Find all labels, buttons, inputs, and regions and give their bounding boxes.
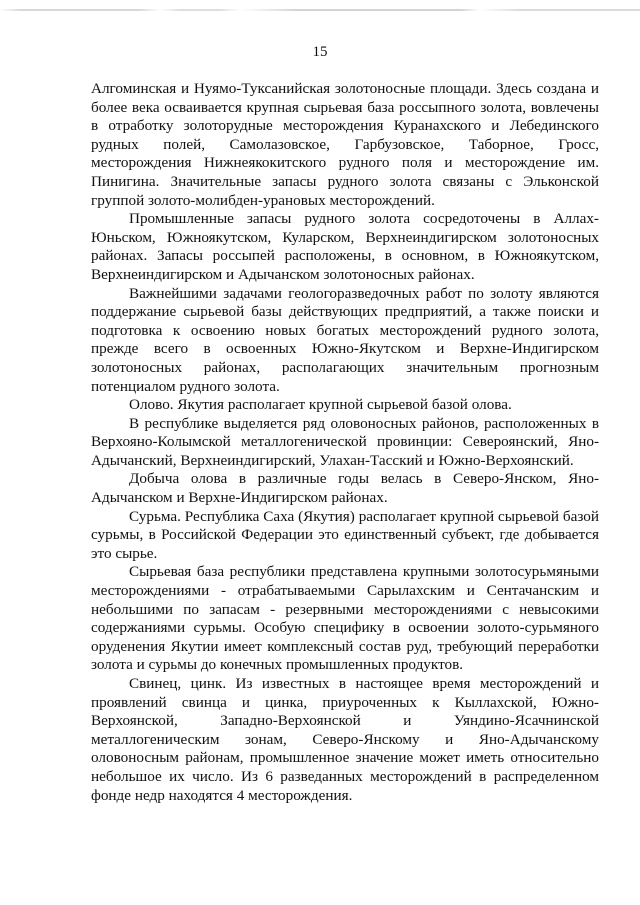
scan-top-edge — [0, 9, 640, 11]
page-number: 15 — [312, 44, 328, 60]
paragraph-tin-districts: В республике выделяется ряд оловоносных районов, расположенных в Верхояно-Колымской металлогенической провинции: Североянский, Яно-Адычанский, Верхнеиндигирский, Улахан-Тасский и Южно-Верхоянский. — [91, 414, 599, 469]
paragraph-antimony-intro: Сурьма. Республика Саха (Якутия) располагает крупной сырьевой базой сурьмы, в Российской Федерации это единственный субъект, где добывается это сырье. — [91, 507, 599, 562]
paragraph-lead-zinc: Свинец, цинк. Из известных в настоящее время месторождений и проявлений свинца и цинка, приуроченных к Кыллахской, Южно-Верхоянской, Западно-Верхоянской и Уяндино-Ясачнинской металлогеническим зонам, Северо-Янскому и Яно-Адычанскому оловоносным районам, промышленное значение может иметь относительно небольшое их число. Из 6 разведанных месторождений в распределенном фонде недр находятся 4 месторождения. — [91, 675, 599, 804]
paragraph-tin-mining: Добыча олова в различные годы велась в Северо-Янском, Яно-Адычанском и Верхне-Индигирском районах. — [91, 470, 599, 507]
paragraph-tin-intro: Олово. Якутия располагает крупной сырьевой базой олова. — [129, 396, 512, 414]
document-body — [91, 80, 599, 805]
paragraph-antimony-base: Сырьевая база республики представлена крупными золотосурьмяными месторождениями - отрабатываемыми Сарылахским и Сентачанским и небольшими по запасам - резервными месторождениями с невысокими содержаниями сурьмы. Особую специфику в освоении золото-сурьмяного оруденения Якутии имеет комплексный состав руд, требующий переработки золота и сурьмы до конечных промышленных продуктов. — [91, 563, 599, 674]
paragraph-gold-deposits: Алгоминская и Нуямо-Туксанийская золотоносные площади. Здесь создана и более века осваивается крупная сырьевая база россыпного золота, вовлечены в отработку золоторудные месторождения Куранахского и Лебединского рудных полей, Самолазовское, Гарбузовское, Таборное, Гросс, месторождения Нижнеякокитского рудного поля и месторождение им. Пинигина. Значительные запасы рудного золота связаны с Эльконской группой золото-молибден-урановых месторождений. — [91, 80, 599, 209]
paragraph-gold-tasks: Важнейшими задачами геологоразведочных работ по золоту являются поддержание сырьевой базы действующих предприятий, а также поиски и подготовка к освоению новых богатых месторождений рудного золота, прежде всего в освоенных Южно-Якутском и Верхне-Индигирском золотоносных районах, располагающих значительным прогнозным потенциалом рудного золота. — [91, 284, 599, 395]
paragraph-gold-reserves: Промышленные запасы рудного золота сосредоточены в Аллах-Юньском, Южноякутском, Куларском, Верхнеиндигирском золотоносных районах. Запасы россыпей расположены, в основном, в Южноякутском, Верхнеиндигирском и Адычанском золотоносных районах. — [91, 210, 599, 283]
